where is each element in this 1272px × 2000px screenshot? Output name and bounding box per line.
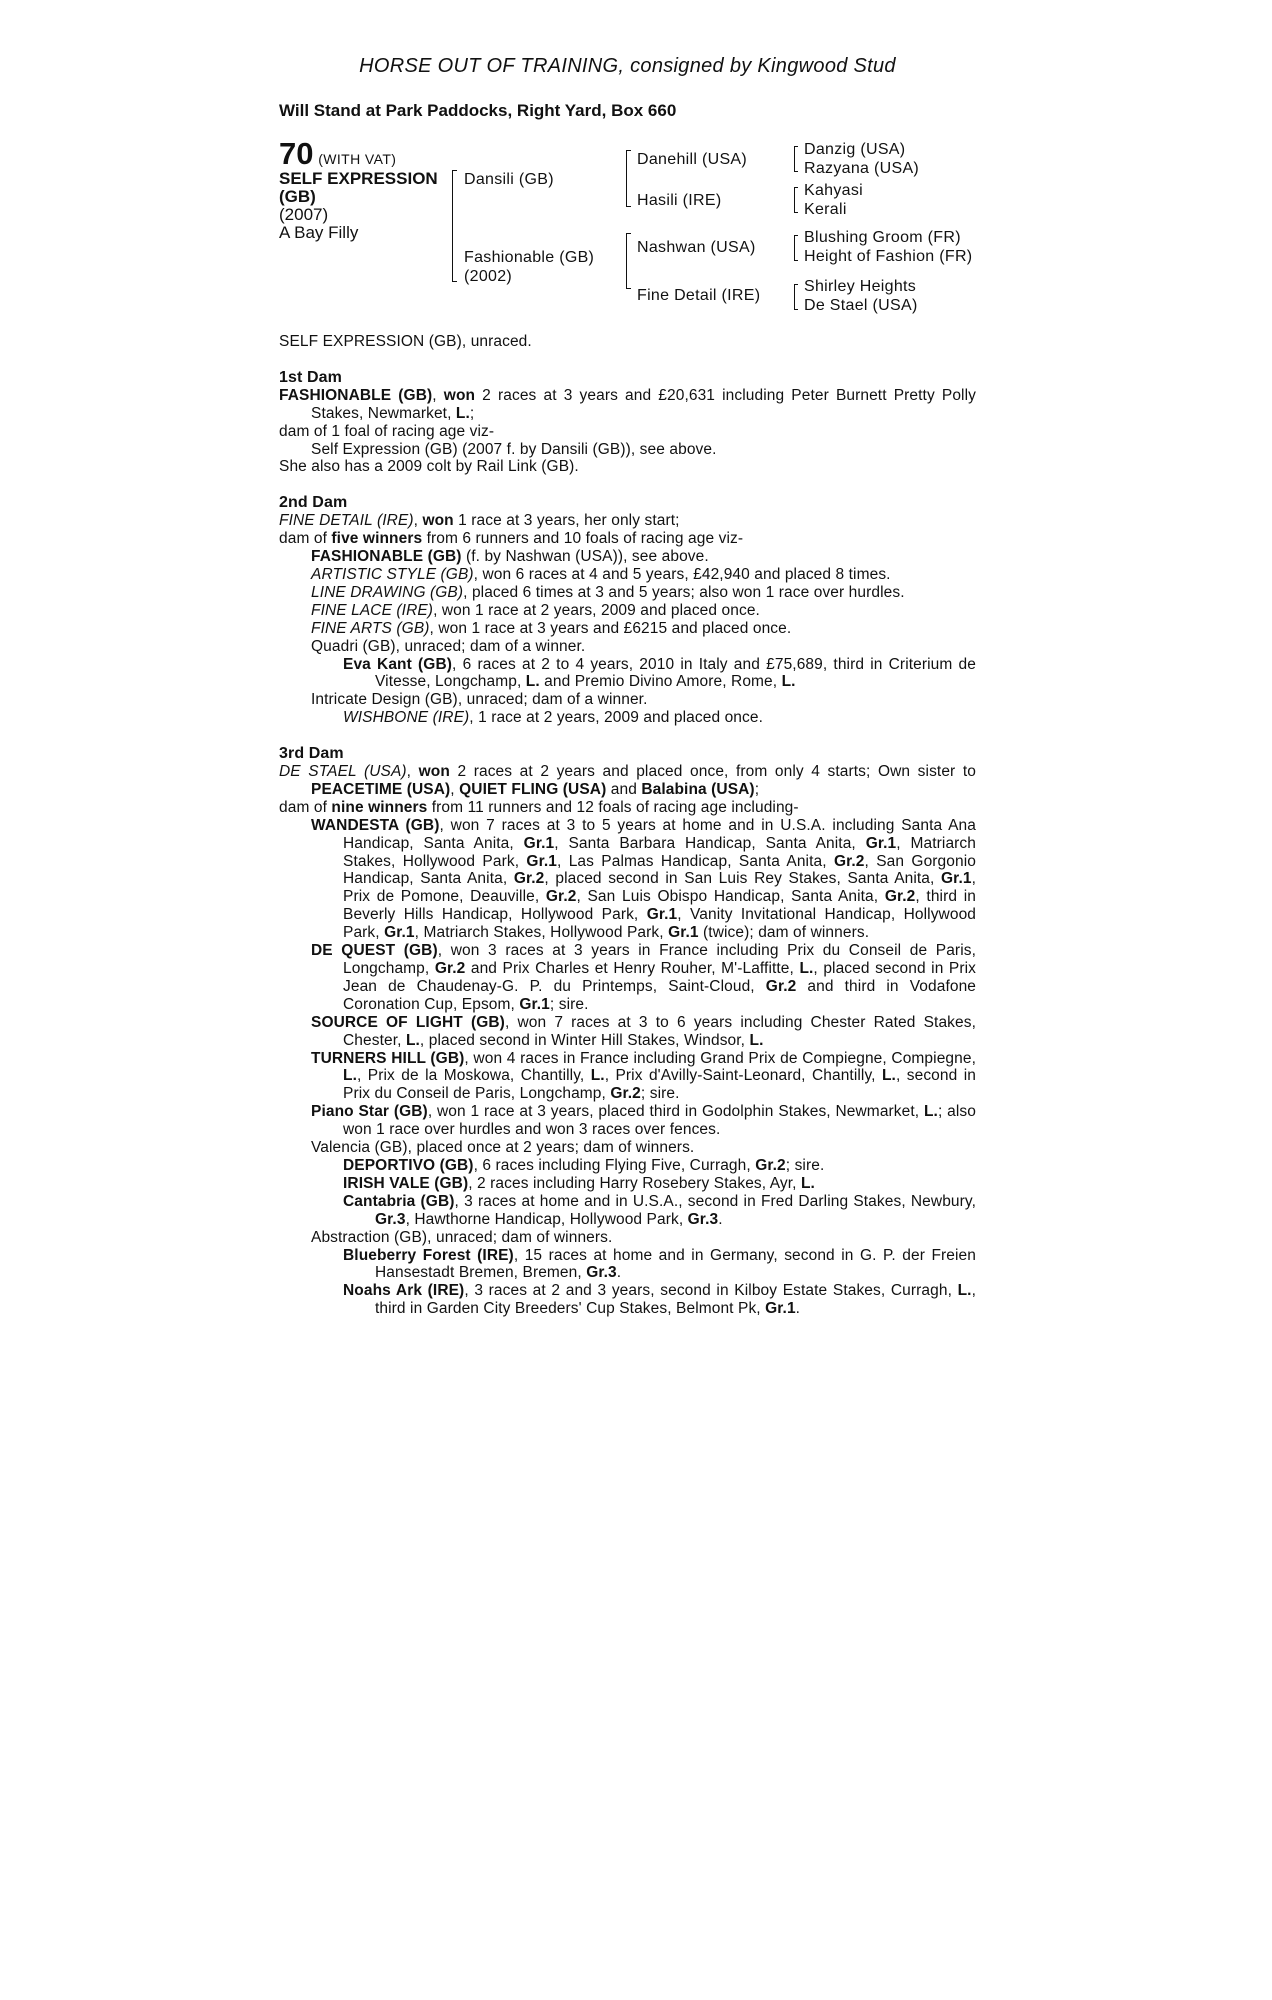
produce-entry: WISHBONE (IRE), 1 race at 2 years, 2009 and placed once.: [343, 709, 763, 727]
pedigree-dam: Fashionable (GB): [464, 249, 595, 266]
pedigree-bracket: [626, 150, 631, 207]
produce-entry: WANDESTA (GB), won 7 races at 3 to 5 years at home and in U.S.A. including Santa Ana Handicap, Santa Anita, Gr.1, Santa Barbara Handicap, Santa Anita, Gr.1, Matriarch Stakes, Hollywood Park, Gr.1, Las Palmas Handicap, Santa Anita, Gr.2, San Gorgonio Handicap, Santa Anita, Gr.2, placed second in San Luis Rey Stakes, Santa Anita, Gr.1, Prix de Pomone, Deauville, Gr.2, San Luis Obispo Handicap, Santa Anita, Gr.2, third in Beverly Hills Handicap, Hollywood Park, Gr.1, Vanity Invitational Handicap, Hollywood Park, Gr.1, Matriarch Stakes, Hollywood Park, Gr.1 (twice); dam of winners.: [311, 816, 977, 942]
lot-block: [279, 136, 438, 242]
intro-line: SELF EXPRESSION (GB), unraced.: [279, 333, 532, 350]
foaling-year: (2007): [279, 205, 329, 224]
first-dam-note: She also has a 2009 colt by Rail Link (GB).: [279, 458, 579, 476]
pedigree-bracket: [794, 235, 798, 261]
third-dam-heading: 3rd Dam: [279, 745, 344, 763]
first-dam-produce: dam of 1 foal of racing age viz-: [279, 422, 495, 440]
produce-entry: TURNERS HILL (GB), won 4 races in France including Grand Prix de Compiegne, Compiegne, L., Prix de la Moskowa, Chantilly, L., Prix d'Avilly-Saint-Leonard, Chantilly, L., second in Prix du Conseil de Paris, Longchamp, Gr.2; sire.: [311, 1049, 976, 1103]
first-dam-heading: 1st Dam: [279, 368, 342, 386]
produce-entry: Valencia (GB), placed once at 2 years; dam of winners.: [311, 1139, 695, 1157]
horse-description: A Bay Filly: [279, 223, 359, 242]
pedigree-sire-sire: Danehill (USA): [637, 151, 748, 168]
produce-entry: Cantabria (GB), 3 races at home and in U.S.A., second in Fred Darling Stakes, Newbury, Gr.3, Hawthorne Handicap, Hollywood Park, Gr.3.: [343, 1192, 976, 1228]
first-dam-foal: Self Expression (GB) (2007 f. by Dansili (GB)), see above.: [311, 440, 717, 458]
produce-entry: FASHIONABLE (GB) (f. by Nashwan (USA)), see above.: [311, 548, 709, 566]
third-dam-record: DE STAEL (USA), won 2 races at 2 years and placed once, from only 4 starts; Own sister to PEACETIME (USA), QUIET FLING (USA) and Balabina (USA);: [279, 763, 976, 798]
produce-entry: LINE DRAWING (GB), placed 6 times at 3 and 5 years; also won 1 race over hurdles.: [311, 583, 905, 601]
pedigree-ggp: De Stael (USA): [804, 297, 918, 314]
pedigree-ggp: Kerali: [804, 201, 847, 218]
produce-entry: IRISH VALE (GB), 2 races including Harry Rosebery Stakes, Ayr, L.: [343, 1174, 815, 1192]
produce-entry: Noahs Ark (IRE), 3 races at 2 and 3 years, second in Kilboy Estate Stakes, Curragh, L., third in Garden City Breeders' Cup Stakes, Belmont Pk, Gr.1.: [343, 1282, 976, 1318]
produce-entry: Piano Star (GB), won 1 race at 3 years, placed third in Godolphin Stakes, Newmarket, L.; also won 1 race over hurdles and won 3 races over fences.: [311, 1103, 976, 1139]
produce-entry: Quadri (GB), unraced; dam of a winner.: [311, 637, 586, 655]
pedigree-bracket: [626, 233, 631, 289]
pedigree-sire: Dansili (GB): [464, 171, 554, 188]
pedigree-ggp: Razyana (USA): [804, 160, 920, 177]
pedigree-dam-dam: Fine Detail (IRE): [637, 287, 761, 304]
catalogue-body: [279, 333, 976, 1318]
pedigree-ggp: Blushing Groom (FR): [804, 229, 961, 246]
lot-number: 70: [279, 136, 314, 171]
pedigree-bracket: [794, 284, 798, 310]
pedigree-ggp: Height of Fashion (FR): [804, 248, 973, 265]
page-title: HORSE OUT OF TRAINING, consigned by Kingwood Stud: [359, 55, 896, 77]
pedigree-ggp: Danzig (USA): [804, 141, 906, 158]
produce-entry: Intricate Design (GB), unraced; dam of a winner.: [311, 691, 648, 709]
produce-entry: ARTISTIC STYLE (GB), won 6 races at 4 and 5 years, £42,940 and placed 8 times.: [311, 565, 891, 583]
vat-note: (WITH VAT): [318, 151, 397, 167]
second-dam-produce: dam of five winners from 6 runners and 10 foals of racing age viz-: [279, 530, 744, 548]
produce-entry: Abstraction (GB), unraced; dam of winners.: [311, 1228, 613, 1246]
produce-entry: FINE LACE (IRE), won 1 race at 2 years, 2009 and placed once.: [311, 601, 760, 619]
horse-name-country: (GB): [279, 187, 316, 206]
stand-location: Will Stand at Park Paddocks, Right Yard, Box 660: [279, 101, 677, 120]
horse-name: SELF EXPRESSION: [279, 169, 438, 188]
first-dam-record: FASHIONABLE (GB), won 2 races at 3 years and £20,631 including Peter Burnett Pretty Polly Stakes, Newmarket, L.;: [279, 386, 976, 422]
pedigree-dam-sire: Nashwan (USA): [637, 239, 756, 256]
pedigree-ggp: Shirley Heights: [804, 278, 917, 295]
pedigree-bracket: [452, 170, 457, 282]
third-dam-produce: dam of nine winners from 11 runners and 12 foals of racing age including-: [279, 798, 799, 816]
produce-entry: Blueberry Forest (IRE), 15 races at home and in Germany, second in G. P. der Freien Hansestadt Bremen, Bremen, Gr.3.: [343, 1246, 976, 1282]
produce-entry: Eva Kant (GB), 6 races at 2 to 4 years, 2010 in Italy and £75,689, third in Criterium de Vitesse, Longchamp, L. and Premio Divino Amore, Rome, L.: [343, 655, 976, 691]
pedigree-dam-year: (2002): [464, 268, 513, 285]
produce-entry: DEPORTIVO (GB), 6 races including Flying Five, Curragh, Gr.2; sire.: [343, 1156, 825, 1174]
pedigree-ggp: Kahyasi: [804, 182, 864, 199]
second-dam-heading: 2nd Dam: [279, 494, 348, 512]
pedigree-sire-dam: Hasili (IRE): [637, 192, 722, 209]
pedigree-bracket: [794, 146, 798, 172]
pedigree-bracket: [794, 187, 798, 213]
produce-entry: SOURCE OF LIGHT (GB), won 7 races at 3 to 6 years including Chester Rated Stakes, Chester, L., placed second in Winter Hill Stakes, Windsor, L.: [311, 1013, 976, 1049]
second-dam-record: FINE DETAIL (IRE), won 1 race at 3 years, her only start;: [279, 512, 680, 530]
produce-entry: FINE ARTS (GB), won 1 race at 3 years and £6215 and placed once.: [311, 619, 792, 637]
produce-entry: DE QUEST (GB), won 3 races at 3 years in France including Prix du Conseil de Paris, Longchamp, Gr.2 and Prix Charles et Henry Rouher, M'-Laffitte, L., placed second in Prix Jean de Chaudenay-G. P. du Printemps, Saint-Cloud, Gr.2 and third in Vodafone Coronation Cup, Epsom, Gr.1; sire.: [311, 942, 977, 1013]
